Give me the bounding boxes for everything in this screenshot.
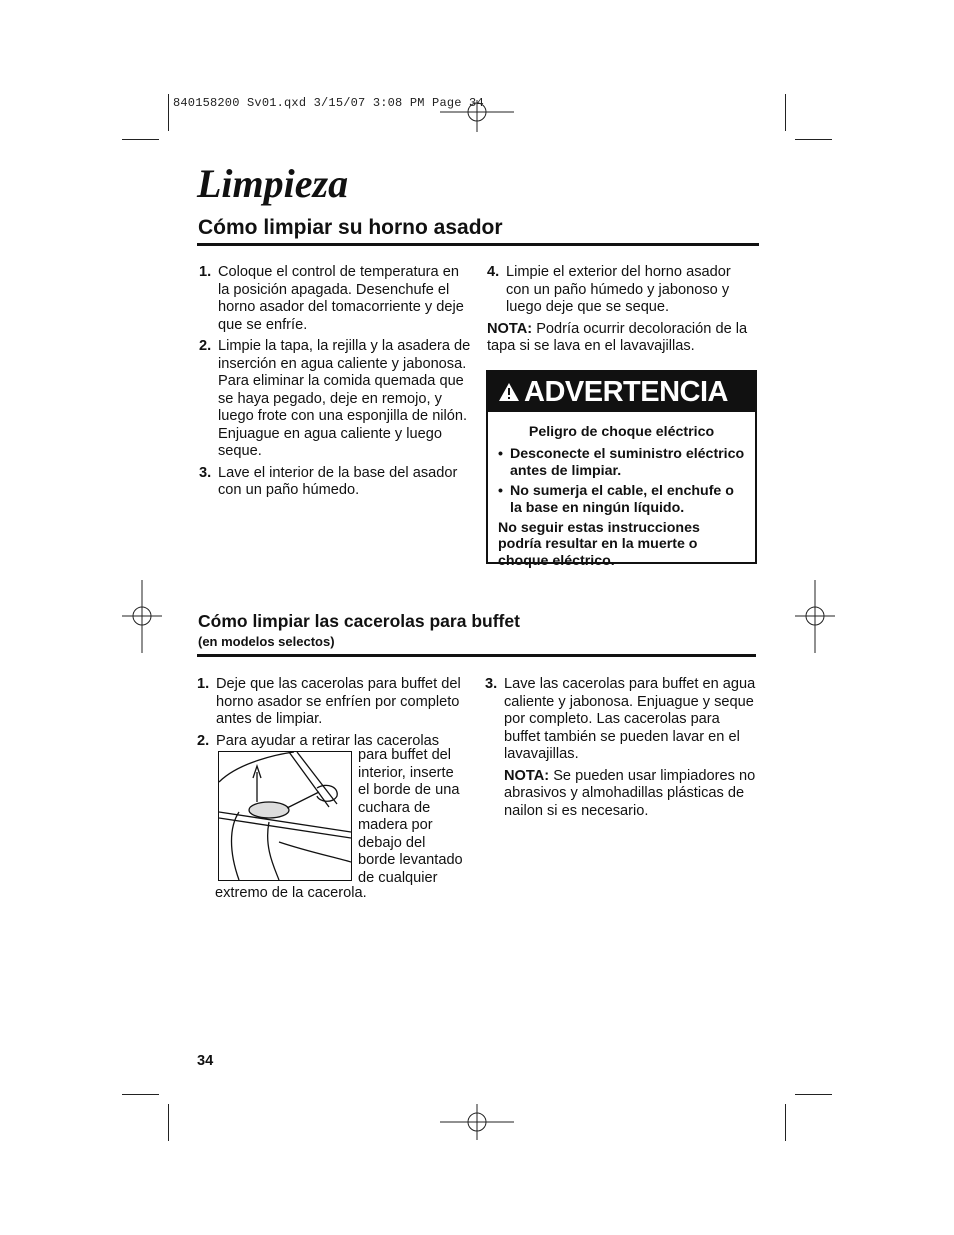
warning-heading: ADVERTENCIA — [524, 375, 728, 408]
step-3: 3. Lave el interior de la base del asador con un paño húmedo. — [199, 464, 458, 498]
warning-subheading: Peligro de choque eléctrico — [528, 424, 715, 440]
buffet-step-2: 2. Para ayudar a retirar las cacerolas — [197, 732, 440, 749]
step-2: 2. Limpie la tapa, la rejilla y la asadera de inserción en agua caliente y jabonosa. Para eliminar la comida quemada que se haya pegado, deje en remojo, y luego frote con una esponjilla de nilón. Enjuague en agua caliente y luego seque. — [199, 338, 471, 459]
buffet-step-2-tail: extremo de la cacerola. — [215, 885, 367, 901]
buffet-step-3: 3. Lave las cacerolas para buffet en agua caliente y jabonosa. Enjuague y seque por completo. Las cacerolas para buffet también se pueden lavar en el lavavajillas. — [485, 676, 756, 762]
section1-heading: Cómo limpiar su horno asador — [198, 216, 503, 239]
warning-box — [486, 370, 757, 569]
page-number: 34 — [197, 1053, 214, 1069]
warning-body — [488, 412, 755, 569]
warning-bullet-2: • No sumerja el cable, el enchufe o la base en ningún líquido. — [498, 483, 734, 516]
warning-triangle-icon — [498, 382, 520, 402]
step-1: 1. Coloque el control de temperatura en la posición apagada. Desenchufe el horno asador del tomacorriente y deje que se enfríe. — [199, 264, 464, 333]
section1-right-column — [487, 264, 749, 356]
step-4: 4. Limpie el exterior del horno asador con un paño húmedo y jabonoso y luego deje que se seque. — [487, 264, 731, 315]
section1-note: NOTA: Podría ocurrir decoloración de la tapa si se lava en el lavavajillas. — [487, 320, 748, 354]
section1-left-column — [199, 264, 471, 504]
buffet-step-1: 1. Deje que las cacerolas para buffet del horno asador se enfríen por completo antes de limpiar. — [197, 676, 461, 727]
section2-heading: Cómo limpiar las cacerolas para buffet — [198, 611, 520, 631]
warning-header — [488, 372, 755, 412]
warning-footer: No seguir estas instrucciones podría resultar en la muerte o choque eléctrico. — [498, 520, 700, 569]
section2-rule — [197, 654, 756, 657]
section1-rule — [197, 243, 759, 246]
print-slug: 840158200 Sv01.qxd 3/15/07 3:08 PM Page 34 — [173, 96, 484, 110]
warning-bullet-1: • Desconecte el suministro eléctrico antes de limpiar. — [498, 446, 745, 479]
section2-subheading: (en modelos selectos) — [198, 634, 335, 649]
section2-note: NOTA: Se pueden usar limpiadores no abrasivos y almohadillas plásticas de nailon si es necesario. — [504, 767, 756, 819]
buffet-step-2-wrap: para buffet del interior, inserte el borde de una cuchara de madera por debajo del borde levantado de cualquier — [358, 747, 463, 886]
page-title: Limpieza — [197, 161, 349, 206]
section2-right-column — [485, 676, 757, 820]
spoon-lifting-pan-illustration — [218, 751, 352, 881]
section2-left-column — [197, 676, 472, 750]
